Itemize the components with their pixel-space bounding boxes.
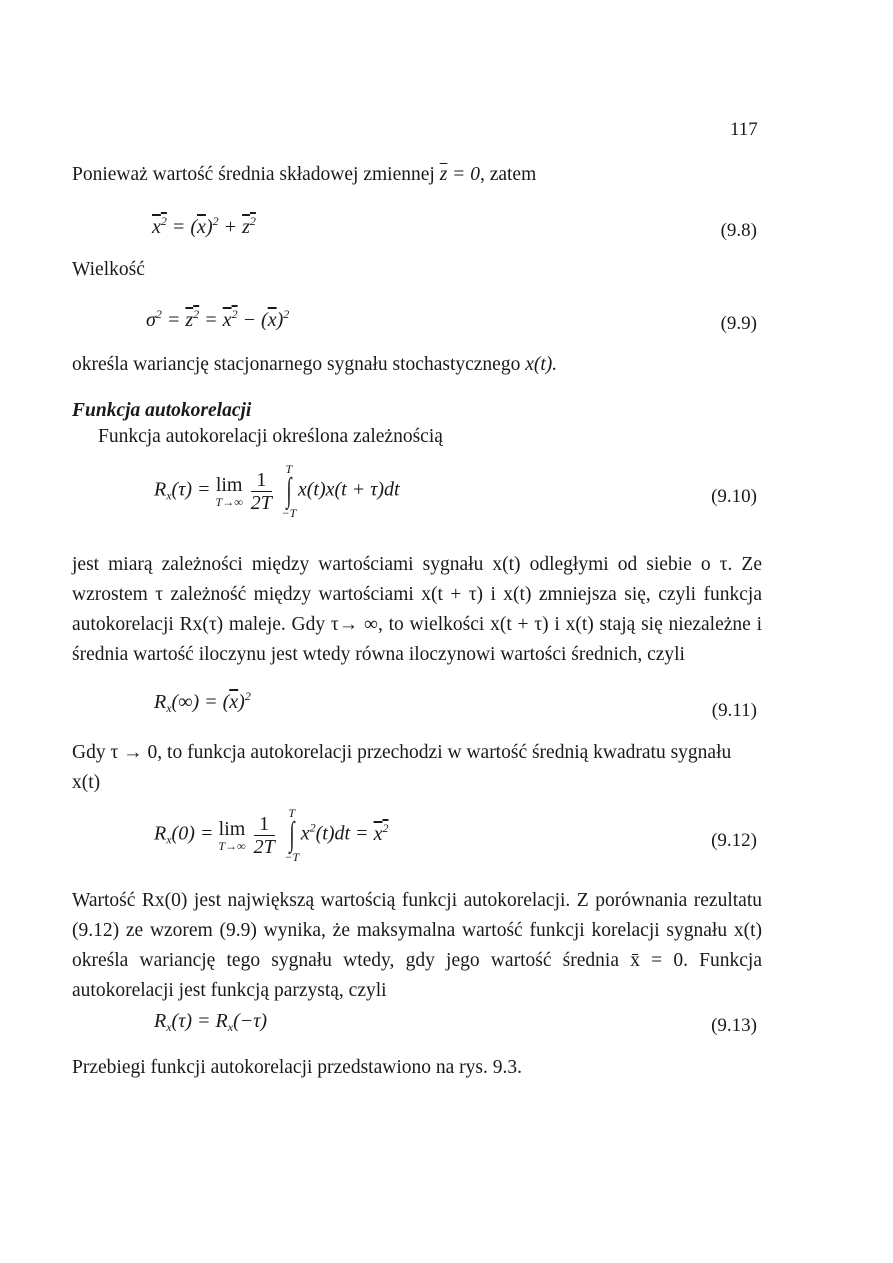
equation-number-9-9: (9.9) <box>720 313 757 334</box>
page-number: 117 <box>730 119 758 140</box>
equation-9-9: $\sigma^2 = z^2 = x^2 - (\overline{x})^2$ <box>146 307 290 331</box>
paragraph-8: Przebiegi funkcji autokorelacji przedstawiono na rys. 9.3. <box>72 1057 522 1078</box>
paragraph-5: jest miarą zależności między wartościami sygnału x(t) odległymi od siebie o τ. Ze wzrostem τ zależność między wartościami x(t + τ) i x(t) zmniejsza się, czyli funkcja autokorelacji Rx(τ) maleje. Gdy τ→ ∞, to wielkości x(t + τ) i x(t) stają się niezależne i średnia wartość iloczynu jest wtedy równa iloczynowi wartości średnich, czyli <box>72 554 762 665</box>
paragraph-1: Ponieważ wartość średnia składowej zmiennej $\overline{z} = 0$, zatem <box>72 164 537 185</box>
equation-number-9-12: (9.12) <box>711 830 757 851</box>
section-heading: Funkcja autokorelacji <box>72 400 252 421</box>
equation-9-10: $R_x(\tau)$ = lim T→∞ $\frac{1}{2T}$ T ∫ −T x(t)x(t + τ)dt <box>154 462 400 520</box>
equation-9-8: $x^2 = (\overline{x})^2 + z^2$ <box>152 214 256 238</box>
paragraph-6: Gdy τ → 0, to funkcja autokorelacji przechodzi w wartość średnią kwadratu sygnału x(t) <box>72 742 732 793</box>
paragraph-7: Wartość Rx(0) jest największą wartością funkcji autokorelacji. Z porównania rezultatu (9.12) ze wzorem (9.9) wynika, że maksymalna wartość funkcji korelacji sygnału x(t) określa wariancję tego sygnału wtedy, gdy jego wartość średnia x̄ = 0. Funkcja autokorelacji jest funkcją parzystą, czyli <box>72 890 762 1001</box>
equation-number-9-10: (9.10) <box>711 486 757 507</box>
equation-number-9-13: (9.13) <box>711 1015 757 1036</box>
equation-number-9-8: (9.8) <box>720 220 757 241</box>
equation-9-12: $R_x(0)$ = lim T→∞ $\frac{1}{2T}$ T ∫ −T $x^2(t)dt = x^2$ <box>154 806 389 864</box>
paragraph-2: Wielkość <box>72 259 145 280</box>
paragraph-3: określa wariancję stacjonarnego sygnału stochastycznego x(t). <box>72 354 558 375</box>
equation-9-13: $R_x(\tau) = R_x(-\tau)$ <box>154 1010 268 1034</box>
equation-number-9-11: (9.11) <box>711 700 757 721</box>
equation-9-11: $R_x(\infty) = (\overline{x})^2$ <box>154 689 251 715</box>
paragraph-4: Funkcja autokorelacji określona zależnością <box>98 426 443 447</box>
